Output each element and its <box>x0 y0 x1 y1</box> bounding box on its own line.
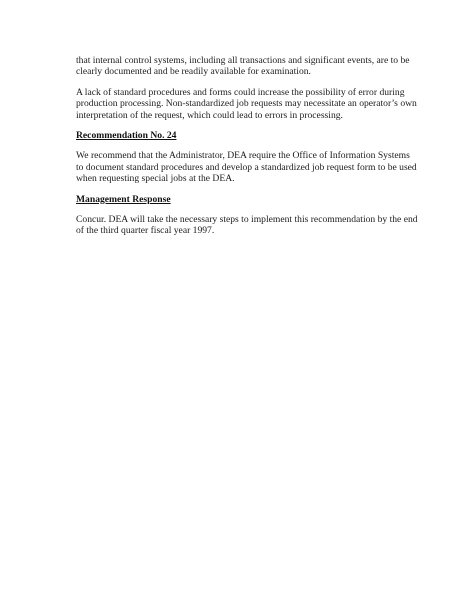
finding-paragraph <box>76 87 416 121</box>
paragraph-line: clearly documented and be readily available for examination. <box>76 66 311 78</box>
paragraph-line: that internal control systems, including all transactions and significant events, are to be <box>76 55 410 66</box>
management-response-paragraph <box>76 214 416 237</box>
intro-paragraph <box>76 55 416 78</box>
recommendation-heading: Recommendation No. 24 <box>76 130 177 142</box>
paragraph-line: We recommend that the Administrator, DEA require the Office of Information Systems <box>76 150 410 162</box>
paragraph-line: interpretation of the request, which could lead to errors in processing. <box>76 109 343 121</box>
paragraph-line: of the third quarter fiscal year 1997. <box>76 225 215 237</box>
paragraph-line: production processing. Non-standardized job requests may necessitate an operator’s own <box>76 98 417 110</box>
document-body <box>76 55 416 246</box>
paragraph-line: Concur. DEA will take the necessary steps to implement this recommendation by the end <box>76 214 418 226</box>
paragraph-line: A lack of standard procedures and forms could increase the possibility of error during <box>76 86 405 98</box>
recommendation-paragraph <box>76 150 416 184</box>
management-response-heading: Management Response <box>76 193 171 205</box>
paragraph-line: to document standard procedures and develop a standardized job request form to be used <box>76 161 417 173</box>
paragraph-line: when requesting special jobs at the DEA. <box>76 173 235 185</box>
